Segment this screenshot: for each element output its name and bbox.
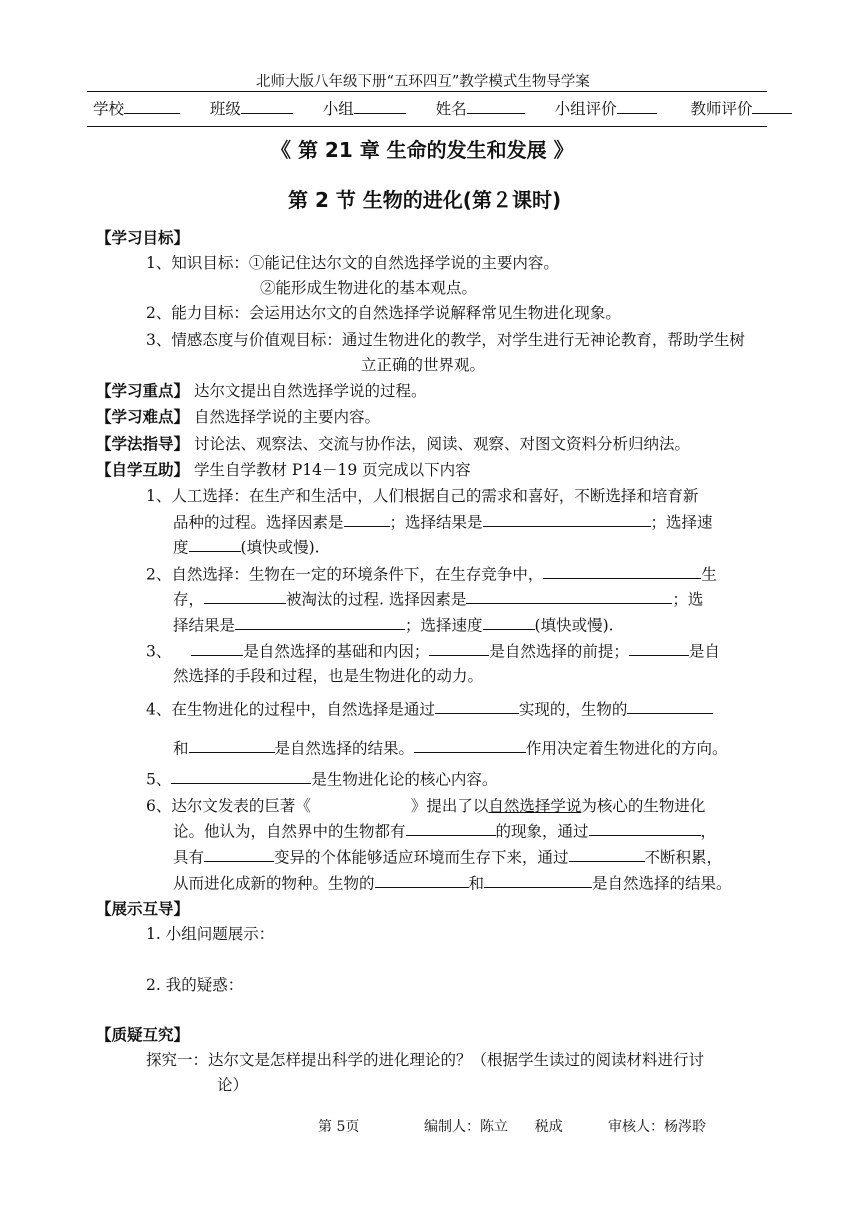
q5-line: 5、 是生物进化论的核心内容。 (146, 767, 497, 789)
field-class[interactable]: 班级 (210, 100, 293, 118)
blank[interactable] (435, 697, 519, 714)
emotion-objective: 3、情感态度与价值观目标：通过生物进化的教学，对学生进行无神论教育，帮助学生树 (146, 331, 745, 349)
q4-line2: 和 是自然选择的结果。 作用决定着生物进化的方向。 (173, 736, 728, 758)
blank[interactable] (629, 639, 689, 656)
difficulty: 【学习难点】 自然选择学说的主要内容。 (96, 407, 380, 426)
display-item-1: 1. 小组问题展示： (146, 925, 275, 943)
blank[interactable] (569, 845, 645, 862)
chapter-title: 《 第 21 章 生命的发生和发展 》 (271, 138, 574, 162)
ability-objective: 2、能力目标：会运用达尔文的自然选择学说解释常见生物进化现象。 (146, 304, 621, 322)
inquiry-line-1: 探究一：达尔文是怎样提出科学的进化理论的？（根据学生读过的阅读材料进行讨 (146, 1051, 705, 1069)
objectives-heading: 【学习目标】 (96, 228, 190, 247)
q6-line2: 论。他认为，自然界中的生物都有 的现象，通过 ， (173, 819, 716, 841)
q3-line2: 然选择的手段和过程，也是生物进化的动力。 (173, 667, 484, 685)
footer-reviewer: 审核人：杨涔聆 (608, 1119, 706, 1135)
field-name[interactable]: 姓名 (436, 100, 525, 118)
inquiry-line-2: 论） (217, 1076, 249, 1094)
q1-line3: 度 (填快或慢). (173, 535, 320, 557)
blank[interactable] (466, 587, 672, 604)
q6-line1: 6、达尔文发表的巨著《 》提出了以自然选择学说为核心的生物进化 (146, 797, 706, 815)
q3-line1: 3、 是自然选择的基础和内因； 是自然选择的前提； 是自 (146, 639, 720, 661)
blank[interactable] (483, 510, 651, 527)
q1-line1: 1、人工选择：在生产和生活中，人们根据自己的需求和喜好，不断选择和培育新 (146, 487, 699, 505)
blank[interactable] (191, 639, 243, 656)
field-group[interactable]: 小组 (323, 100, 406, 118)
footer-editor: 编制人：陈立 税成 (424, 1119, 563, 1135)
header-fields (93, 97, 792, 119)
field-group-eval[interactable]: 小组评价 (555, 100, 657, 118)
emotion-objective-2: 立正确的世界观。 (361, 356, 486, 374)
blank[interactable] (589, 819, 701, 836)
knowledge-objective: 1、知识目标：①能记住达尔文的自然选择学说的主要内容。 (146, 254, 559, 272)
blank[interactable] (344, 510, 390, 527)
header-rule-bottom (87, 126, 767, 127)
blank[interactable] (204, 587, 286, 604)
field-school[interactable]: 学校 (93, 100, 180, 118)
blank[interactable] (189, 736, 275, 753)
display-heading: 【展示互导】 (96, 899, 190, 918)
q2-line2: 存， 被淘汰的过程. 选择因素是 ；选 (173, 587, 703, 609)
q4-line1: 4、在生物进化的过程中，自然选择是通过 实现的，生物的 (146, 697, 713, 719)
method: 【学法指导】 讨论法、观察法、交流与协作法，阅读、观察、对图文资料分析归纳法。 (96, 434, 690, 453)
knowledge-objective-2: ②能形成生物进化的基本观点。 (260, 279, 478, 297)
blank[interactable] (414, 736, 526, 753)
blank[interactable] (375, 871, 469, 888)
self-study: 【自学互助】 学生自学教材 P14－19 页完成以下内容 (96, 460, 471, 479)
q2-line1: 2、自然选择：生物在一定的环境条件下，在生存竞争中， 生 (146, 562, 717, 584)
blank[interactable] (171, 767, 311, 784)
blank[interactable] (483, 613, 535, 630)
q6-line3: 具有 变异的个体能够适应环境而生存下来，通过 不断积累， (173, 845, 722, 867)
section-title: 第 2 节 生物的进化(第２课时) (288, 188, 562, 212)
blank[interactable] (235, 613, 405, 630)
blank[interactable] (204, 845, 274, 862)
publisher-line: 北师大版八年级下册“五环四互”教学模式生物导学案 (256, 74, 590, 90)
display-item-2: 2. 我的疑惑： (146, 976, 244, 994)
blank[interactable] (189, 535, 241, 552)
q2-line3: 择结果是 ；选择速度 (填快或慢). (173, 613, 614, 635)
inquiry-heading: 【质疑互究】 (96, 1025, 190, 1044)
blank[interactable] (543, 562, 701, 579)
header-rule-top (87, 91, 767, 92)
blank[interactable] (406, 819, 496, 836)
blank[interactable] (484, 871, 592, 888)
key-point: 【学习重点】 达尔文提出自然选择学说的过程。 (96, 381, 427, 400)
blank[interactable] (627, 697, 713, 714)
footer-page: 第 5页 (318, 1119, 360, 1135)
q1-line2: 品种的过程。选择因素是 ；选择结果是 ；选择速 (173, 510, 713, 532)
field-teacher-eval[interactable]: 教师评价 (690, 100, 792, 118)
q6-line4: 从而进化成新的物种。生物的 和 是自然选择的结果。 (173, 871, 732, 893)
blank[interactable] (429, 639, 489, 656)
